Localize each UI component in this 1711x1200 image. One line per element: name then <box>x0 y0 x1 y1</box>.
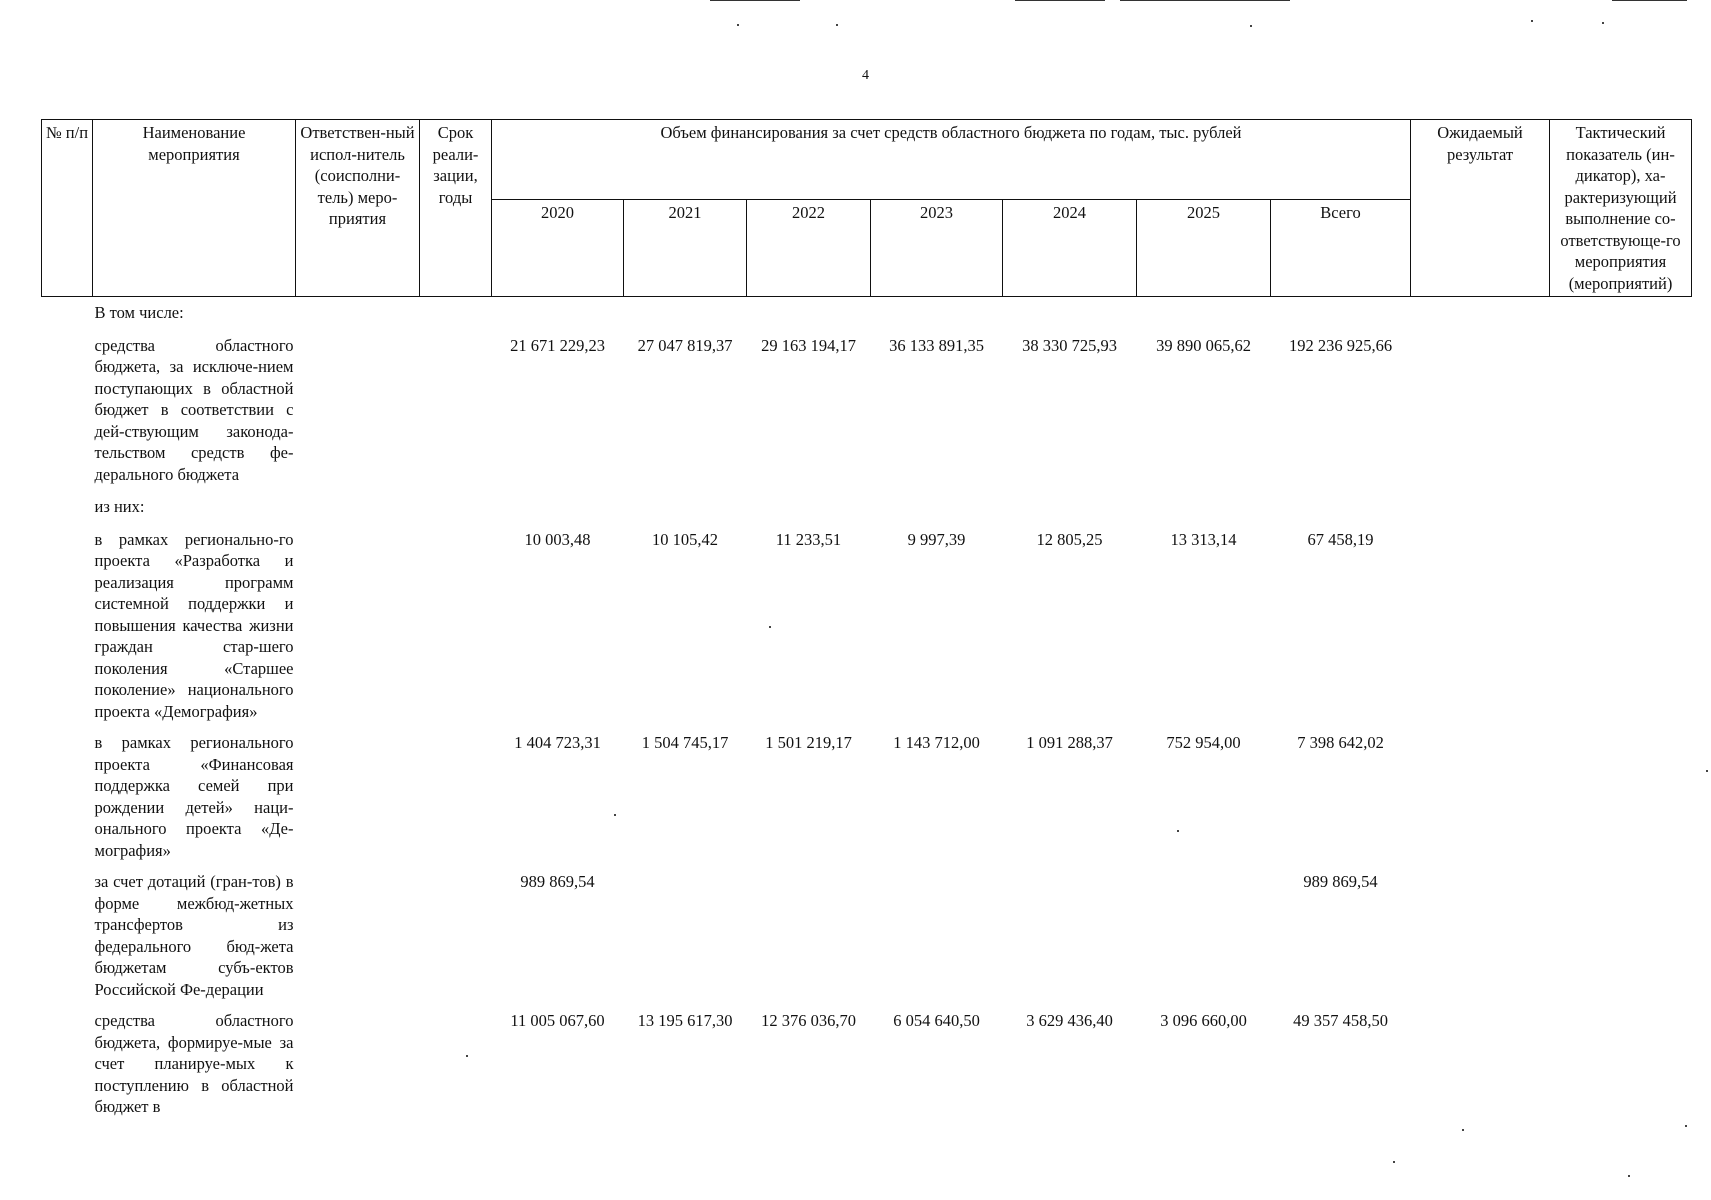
row-name: средства областного бюджета, формируе-мые за счет планируе-мых к поступлению в областной бюджет в <box>94 1011 294 1116</box>
value-2021 <box>624 867 747 1006</box>
scan-artifact-top-line <box>1612 0 1687 1</box>
scan-speck <box>1462 1129 1464 1131</box>
header-year-2023: 2023 <box>871 200 1003 297</box>
value-2024: 3 629 436,40 <box>1026 1011 1113 1030</box>
value-2020: 989 869,54 <box>520 872 595 891</box>
value-2024 <box>1003 867 1137 1006</box>
table-row <box>42 525 1692 729</box>
scan-artifact-top-line <box>1120 0 1290 1</box>
value-2024: 12 805,25 <box>1036 529 1103 549</box>
value-2022: 29 163 194,17 <box>761 335 856 355</box>
header-year-2024: 2024 <box>1003 200 1137 297</box>
value-2025 <box>1137 867 1271 1006</box>
value-2020: 11 005 067,60 <box>510 1011 605 1030</box>
value-2021: 27 047 819,37 <box>637 335 733 355</box>
value-total: 989 869,54 <box>1303 872 1378 891</box>
row-name: средства областного бюджета, за исключе-нием поступающих в областной бюджет в соответствии с дей-ствующим законода-тельством средств фе-дерального бюджета <box>94 335 294 484</box>
value-2025: 752 954,00 <box>1166 733 1241 752</box>
scan-speck <box>836 24 838 26</box>
value-total: 67 458,19 <box>1307 529 1374 549</box>
header-year-2020: 2020 <box>492 200 624 297</box>
value-2025: 13 313,14 <box>1170 529 1237 549</box>
header-year-2025: 2025 <box>1137 200 1271 297</box>
header-year-2021: 2021 <box>624 200 747 297</box>
scan-speck <box>1393 1161 1395 1163</box>
scan-speck <box>1602 22 1604 24</box>
value-2023 <box>871 867 1003 1006</box>
header-number: № п/п <box>42 120 93 297</box>
header-name: Наименование мероприятия <box>93 120 296 297</box>
value-2023: 9 997,39 <box>907 529 966 549</box>
value-2021: 13 195 617,30 <box>637 1011 733 1030</box>
value-2025: 3 096 660,00 <box>1160 1011 1247 1030</box>
value-2020: 10 003,48 <box>524 529 591 549</box>
value-2021: 10 105,42 <box>652 529 718 549</box>
row-name: в рамках регионального проекта «Финансовая поддержка семей при рождении детей» наци-онального проекта «Де-мография» <box>94 733 294 860</box>
value-2020: 1 404 723,31 <box>514 733 601 752</box>
header-year-2022: 2022 <box>747 200 871 297</box>
table-row <box>42 867 1692 1006</box>
header-total: Всего <box>1271 200 1411 297</box>
table-row <box>42 331 1692 492</box>
value-2021: 1 504 745,17 <box>641 733 729 752</box>
value-2024: 38 330 725,93 <box>1022 335 1117 355</box>
value-2024: 1 091 288,37 <box>1026 733 1113 752</box>
value-2023: 1 143 712,00 <box>893 733 980 752</box>
value-2022: 11 233,51 <box>775 529 842 549</box>
table-row <box>42 297 1692 331</box>
scan-speck <box>1706 770 1708 772</box>
row-name: за счет дотаций (гран-тов) в форме межбюд-жетных трансфертов из федерального бюд-жета бюджетам субъ-ектов Российской Фе-дерации <box>94 872 294 999</box>
value-total: 7 398 642,02 <box>1297 733 1384 752</box>
scan-speck <box>1628 1175 1630 1177</box>
header-funding: Объем финансирования за счет средств областного бюджета по годам, тыс. рублей <box>492 120 1411 200</box>
scan-speck <box>1531 20 1533 22</box>
including-label: В том числе: <box>94 303 184 322</box>
header-result: Ожидаемый результат <box>1411 120 1550 297</box>
row-name: в рамках регионально-го проекта «Разработка и реализация программ системной поддержки и повышения качества жизни граждан стар-шего поколения «Старшее поколение» национального проекта «Демография» <box>94 529 294 721</box>
scan-artifact-top-line <box>1015 0 1105 1</box>
value-2020: 21 671 229,23 <box>510 335 605 355</box>
value-2023: 36 133 891,35 <box>889 335 984 355</box>
header-executor: Ответствен-ный испол-нитель (соисполни-тель) меро-приятия <box>296 120 420 297</box>
value-total: 49 357 458,50 <box>1293 1011 1388 1030</box>
header-row <box>42 120 1692 200</box>
header-term: Срок реали-зации, годы <box>420 120 492 297</box>
table-row <box>42 1006 1692 1124</box>
page-number: 4 <box>862 68 869 83</box>
value-2023: 6 054 640,50 <box>893 1011 980 1030</box>
header-indicator: Тактический показатель (ин-дикатор), ха-рактеризующий выполнение со-ответствующе-го мероприятия (мероприятий) <box>1550 120 1692 297</box>
value-2022: 12 376 036,70 <box>761 1011 856 1030</box>
value-total: 192 236 925,66 <box>1288 335 1393 355</box>
of-them-label: из них: <box>94 497 145 516</box>
value-2025: 39 890 065,62 <box>1156 335 1251 355</box>
scan-speck <box>737 24 739 26</box>
scan-speck <box>1250 25 1252 27</box>
table-row <box>42 491 1692 525</box>
scan-artifact-top-line <box>710 0 800 1</box>
scan-speck <box>1685 1125 1687 1127</box>
value-2022: 1 501 219,17 <box>765 733 852 752</box>
value-2022 <box>747 867 871 1006</box>
table-row <box>42 728 1692 867</box>
funding-table <box>41 119 1692 1124</box>
